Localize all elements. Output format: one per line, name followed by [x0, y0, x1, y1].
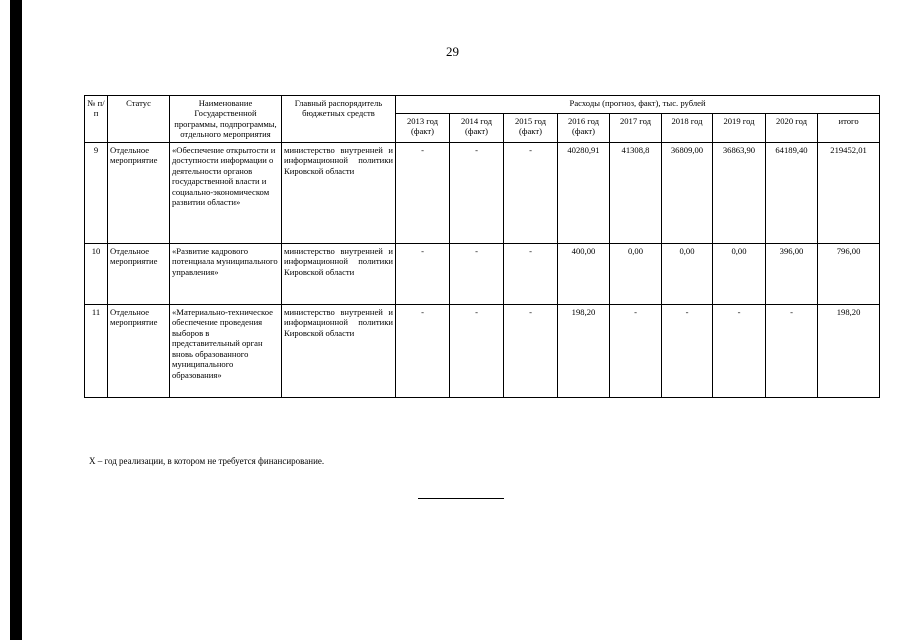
- table-row: [85, 142, 880, 243]
- header-num: № п/п: [85, 96, 108, 143]
- value-cell: -: [662, 304, 713, 397]
- value-cell: -: [450, 304, 504, 397]
- row-status: Отдельное мероприятие: [108, 142, 170, 243]
- value-cell: -: [504, 142, 558, 243]
- footnote: Х – год реализации, в котором не требуется финансирование.: [89, 456, 325, 466]
- value-cell: 396,00: [766, 243, 818, 304]
- value-cell: -: [396, 142, 450, 243]
- budget-table: [84, 95, 880, 398]
- value-cell: 198,20: [558, 304, 610, 397]
- value-cell: -: [450, 142, 504, 243]
- value-cell: -: [450, 243, 504, 304]
- scan-edge-bar: [10, 0, 22, 640]
- header-year: 2014 год (факт): [450, 113, 504, 142]
- row-org: министерство внутренней и информационной политики Кировской области: [282, 142, 396, 243]
- row-num: 11: [85, 304, 108, 397]
- row-name: «Обеспечение открытости и доступности информации о деятельности органов государственной власти и социально-экономическом развитии области»: [170, 142, 282, 243]
- header-org: Главный распорядитель бюджетных средств: [282, 96, 396, 143]
- table-row: [85, 304, 880, 397]
- header-year: 2015 год (факт): [504, 113, 558, 142]
- value-cell: 41308,8: [610, 142, 662, 243]
- value-cell: 0,00: [610, 243, 662, 304]
- page-number: 29: [446, 44, 459, 59]
- header-year: 2017 год: [610, 113, 662, 142]
- header-year: 2013 год (факт): [396, 113, 450, 142]
- value-cell: -: [766, 304, 818, 397]
- header-status: Статус: [108, 96, 170, 143]
- header-year: 2016 год (факт): [558, 113, 610, 142]
- row-status: Отдельное мероприятие: [108, 304, 170, 397]
- row-status: Отдельное мероприятие: [108, 243, 170, 304]
- value-cell: -: [396, 243, 450, 304]
- value-cell: -: [713, 304, 766, 397]
- row-name: «Материально-техническое обеспечение проведения выборов в представительный орган вновь образованного муниципального образования»: [170, 304, 282, 397]
- value-cell: 36863,90: [713, 142, 766, 243]
- value-cell: -: [504, 304, 558, 397]
- row-name: «Развитие кадрового потенциала муниципального управления»: [170, 243, 282, 304]
- row-org: министерство внутренней и информационной политики Кировской области: [282, 304, 396, 397]
- header-year: 2018 год: [662, 113, 713, 142]
- header-year: 2020 год: [766, 113, 818, 142]
- value-cell: -: [396, 304, 450, 397]
- value-cell: 0,00: [713, 243, 766, 304]
- header-name: Наименование Государственной программы, подпрограммы, отдельного мероприятия: [170, 96, 282, 143]
- row-num: 10: [85, 243, 108, 304]
- row-num: 9: [85, 142, 108, 243]
- total-cell: 198,20: [818, 304, 880, 397]
- value-cell: 400,00: [558, 243, 610, 304]
- header-row: [85, 96, 880, 114]
- header-year: 2019 год: [713, 113, 766, 142]
- row-org: министерство внутренней и информационной политики Кировской области: [282, 243, 396, 304]
- table-row: [85, 243, 880, 304]
- header-expenses: Расходы (прогноз, факт), тыс. рублей: [396, 96, 880, 114]
- header-total: итого: [818, 113, 880, 142]
- total-cell: 219452,01: [818, 142, 880, 243]
- total-cell: 796,00: [818, 243, 880, 304]
- value-cell: 64189,40: [766, 142, 818, 243]
- value-cell: 36809,00: [662, 142, 713, 243]
- value-cell: -: [504, 243, 558, 304]
- value-cell: -: [610, 304, 662, 397]
- closing-rule: [418, 498, 504, 499]
- value-cell: 0,00: [662, 243, 713, 304]
- value-cell: 40280,91: [558, 142, 610, 243]
